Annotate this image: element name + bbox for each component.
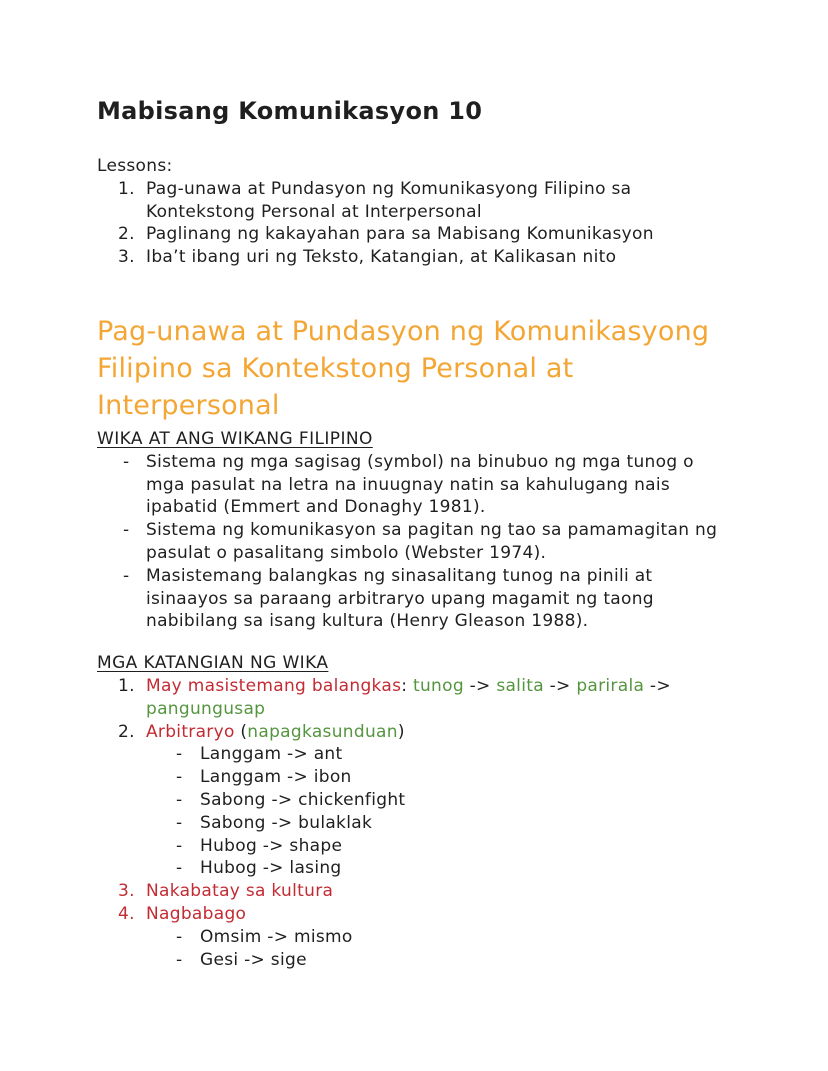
example-text: Hubog -> lasing [200, 858, 342, 879]
lessons-label: Lessons: [97, 156, 173, 176]
text-segment: Arbitraryo [146, 721, 235, 742]
dash-marker: - [123, 565, 130, 586]
text-segment: -> [644, 675, 671, 696]
definition-item [97, 565, 734, 633]
main-section-heading: Pag-unawa at Pundasyon ng Komunikasyong Filipino sa Kontekstong Personal at Interpersonal [97, 315, 710, 421]
example-text: Gesi -> sige [200, 949, 307, 970]
katangian-text [146, 675, 734, 721]
katangian-item [97, 903, 734, 926]
definition-text: Sistema ng mga sagisag (symbol) na binubuo ng mga tunog o mga pasulat na letra na inuugnay natin sa kahulugang nais ipabatid (Emmert and Donaghy 1981). [146, 451, 694, 518]
text-segment: parirala [576, 675, 645, 696]
definition-item [97, 519, 734, 565]
dash-marker: - [176, 789, 183, 810]
example-text: Sabong -> bulaklak [200, 812, 373, 833]
lesson-item [97, 246, 734, 269]
example-item [97, 789, 734, 812]
katangian-section-heading: MGA KATANGIAN NG WIKA [97, 653, 329, 674]
dash-marker: - [176, 744, 183, 765]
katangian-text [146, 721, 734, 744]
dash-marker: - [176, 926, 183, 947]
text-segment: : [401, 675, 414, 696]
example-text: Langgam -> ibon [200, 767, 352, 788]
example-item [97, 857, 734, 880]
dash-marker: - [176, 949, 183, 970]
example-text: Omsim -> mismo [200, 926, 353, 947]
dash-marker: - [123, 451, 130, 472]
katangian-item [97, 880, 734, 903]
text-segment: tunog [413, 675, 464, 696]
katangian-text [146, 880, 734, 903]
text-segment: Nakabatay sa kultura [146, 881, 334, 902]
example-item [97, 766, 734, 789]
dash-marker: - [176, 767, 183, 788]
list-number: 1. [118, 675, 135, 696]
text-segment: May masistemang balangkas [146, 675, 402, 696]
text-segment: pangungusap [146, 698, 266, 719]
example-text: Sabong -> chickenfight [200, 789, 406, 810]
example-item [97, 812, 734, 835]
text-segment: ( [234, 721, 248, 742]
document-title: Mabisang Komunikasyon 10 [97, 97, 483, 125]
list-number: 1. [118, 178, 135, 199]
katangian-item [97, 675, 734, 721]
text-segment: -> [463, 675, 497, 696]
dash-marker: - [176, 835, 183, 856]
definition-text: Sistema ng komunikasyon sa pagitan ng tao sa pamamagitan ng pasulat o pasalitang simbolo (Webster 1974). [146, 520, 718, 563]
text-segment: Nagbabago [146, 903, 247, 924]
lesson-text: Iba’t ibang uri ng Teksto, Katangian, at Kalikasan nito [146, 247, 617, 268]
lesson-item [97, 178, 734, 224]
lesson-item [97, 223, 734, 246]
example-text: Langgam -> ant [200, 744, 343, 765]
example-item [97, 949, 734, 972]
katangian-text [146, 903, 734, 926]
dash-marker: - [176, 858, 183, 879]
example-item [97, 743, 734, 766]
list-number: 4. [118, 903, 135, 924]
example-text: Hubog -> shape [200, 835, 343, 856]
text-segment: salita [496, 675, 544, 696]
list-number: 2. [118, 224, 135, 245]
definition-text: Masistemang balangkas ng sinasalitang tunog na pinili at isinaayos sa paraang arbitraryo upang magamit ng taong nabibilang sa isang kultura (Henry Gleason 1988). [146, 565, 654, 632]
katangian-item [97, 721, 734, 744]
text-segment: ) [397, 721, 405, 742]
text-segment: napagkasunduan [247, 721, 398, 742]
wika-definition-list [97, 451, 734, 633]
text-segment: -> [543, 675, 577, 696]
lessons-list [97, 178, 734, 269]
list-number: 3. [118, 881, 135, 902]
definition-item [97, 451, 734, 519]
dash-marker: - [176, 812, 183, 833]
lesson-text: Paglinang ng kakayahan para sa Mabisang Komunikasyon [146, 224, 654, 245]
katangian-list [97, 675, 734, 971]
dash-marker: - [123, 520, 130, 541]
example-item [97, 926, 734, 949]
wika-section-heading: WIKA AT ANG WIKANG FILIPINO [97, 428, 373, 449]
example-item [97, 835, 734, 858]
list-number: 2. [118, 721, 135, 742]
list-number: 3. [118, 247, 135, 268]
lesson-text: Pag-unawa at Pundasyon ng Komunikasyong Filipino sa Kontekstong Personal at Interpersonal [146, 178, 632, 222]
